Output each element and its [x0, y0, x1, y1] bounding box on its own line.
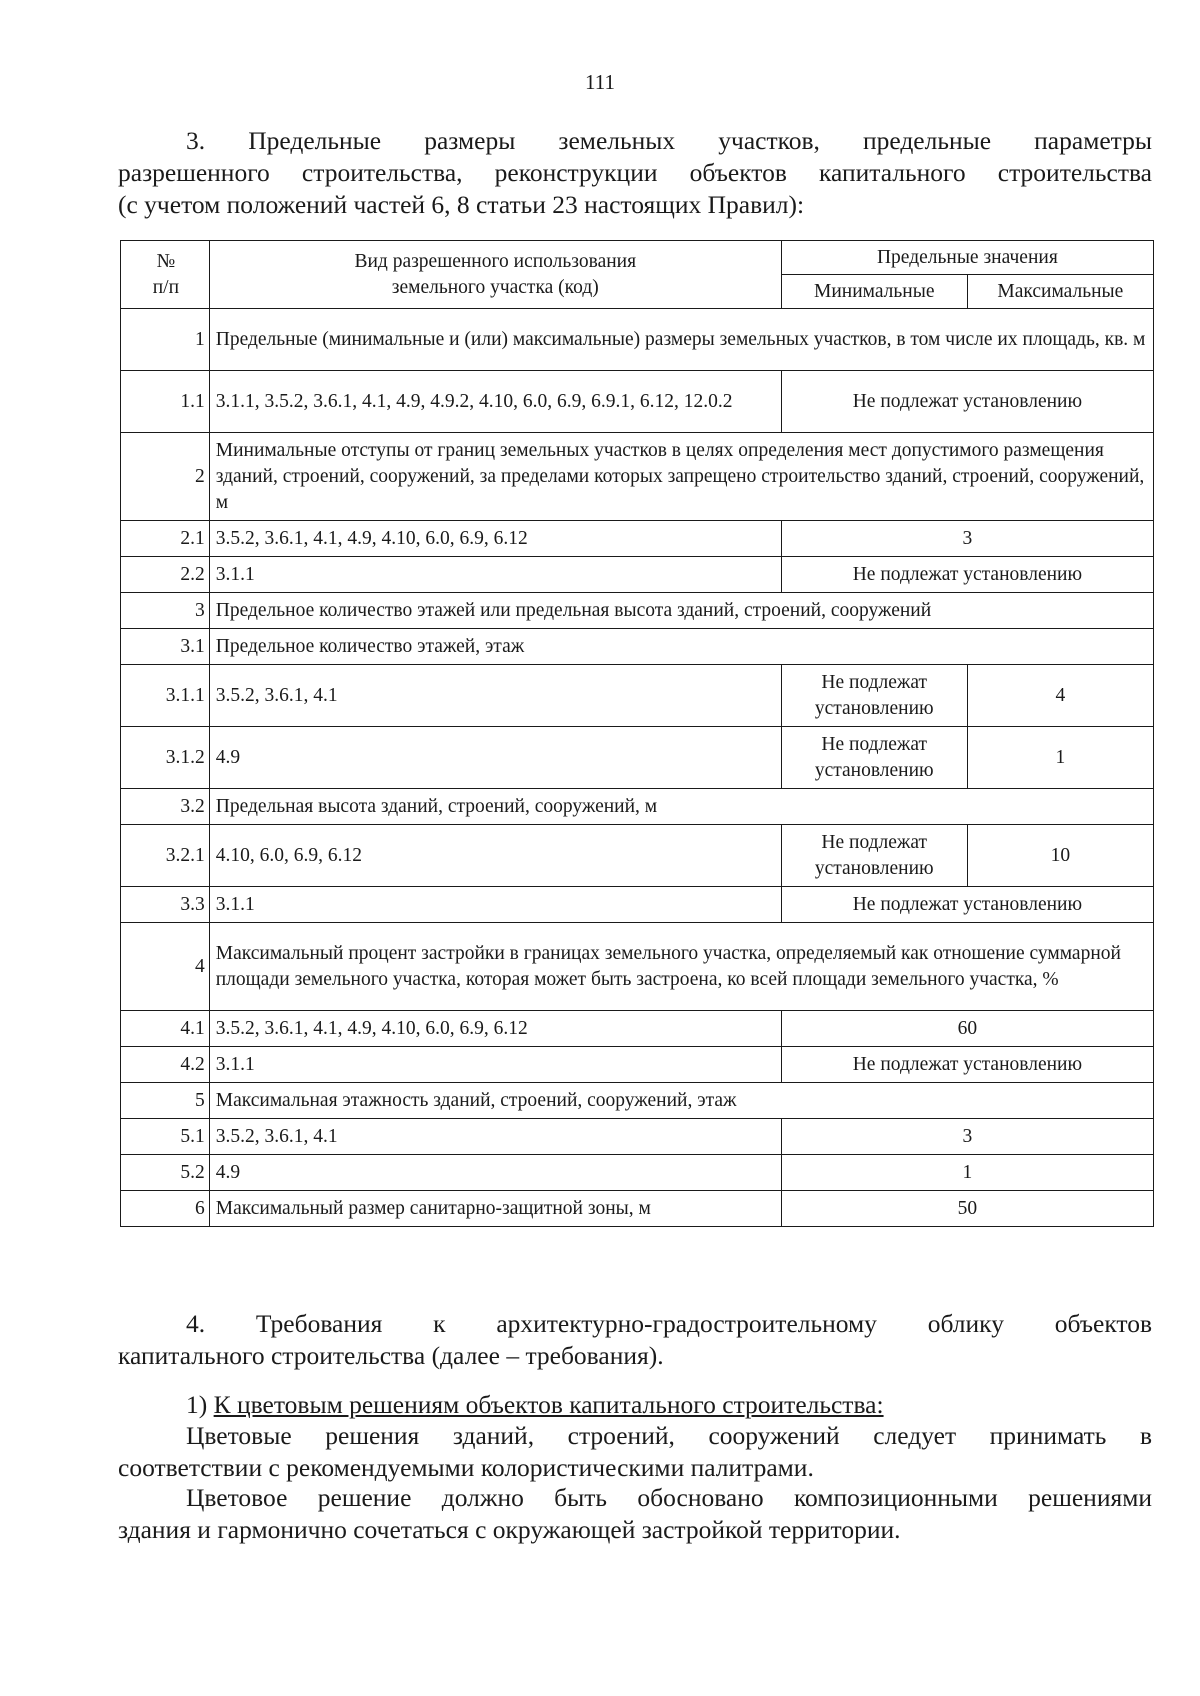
row-value: 60	[781, 1011, 1153, 1047]
table-row	[121, 629, 1154, 665]
row-value: Не подлежат установлению	[781, 371, 1153, 433]
table-row	[121, 1191, 1154, 1227]
row-number: 1.1	[121, 371, 210, 433]
row-number: 2	[121, 433, 210, 521]
row-section-title: Минимальные отступы от границ земельных участков в целях определения мест допустимого размещения зданий, строений, сооружений, за пределами которых запрещено строительство зданий, строений, сооружений, м	[209, 433, 1153, 521]
header-number-line-2: п/п	[152, 276, 180, 298]
row-number: 2.1	[121, 521, 210, 557]
row-min-value: Не подлежат установлению	[781, 665, 967, 727]
row-codes: Максимальный размер санитарно-защитной зоны, м	[209, 1191, 781, 1227]
row-number: 6	[121, 1191, 210, 1227]
row-codes: 3.5.2, 3.6.1, 4.1, 4.9, 4.10, 6.0, 6.9, 6.12	[209, 521, 781, 557]
table-row	[121, 433, 1154, 521]
row-codes: 3.1.1, 3.5.2, 3.6.1, 4.1, 4.9, 4.9.2, 4.10, 6.0, 6.9, 6.9.1, 6.12, 12.0.2	[209, 371, 781, 433]
page-number: 111	[585, 70, 615, 94]
table-row	[121, 1047, 1154, 1083]
table-row	[121, 371, 1154, 433]
color-paragraph-1-line-2: соответствии с рекомендуемыми колористическими палитрами.	[118, 1453, 814, 1482]
table-row	[121, 1155, 1154, 1191]
color-paragraph-2-line-2: здания и гармонично сочетаться с окружающей застройкой территории.	[118, 1515, 901, 1544]
row-value: Не подлежат установлению	[781, 557, 1153, 593]
row-codes: 4.9	[209, 1155, 781, 1191]
table-row	[121, 923, 1154, 1011]
row-section-title: Предельные (минимальные и (или) максимальные) размеры земельных участков, в том числе их площадь, кв. м	[209, 309, 1153, 371]
row-value: Не подлежат установлению	[781, 887, 1153, 923]
row-codes: 4.10, 6.0, 6.9, 6.12	[209, 825, 781, 887]
row-number: 3.3	[121, 887, 210, 923]
row-max-value: 10	[967, 825, 1153, 887]
row-section-title: Предельное количество этажей или предельная высота зданий, строений, сооружений	[209, 593, 1153, 629]
subheading-title: К цветовым решениям объектов капитального строительства:	[213, 1390, 884, 1419]
header-min: Минимальные	[781, 275, 967, 309]
row-number: 3.1.1	[121, 665, 210, 727]
intro-line-1: 3. Предельные размеры земельных участков, предельные параметры	[186, 126, 1152, 155]
intro-line-2: разрешенного строительства, реконструкции объектов капитального строительства	[118, 158, 1152, 187]
requirements-subheading	[186, 1389, 1152, 1421]
header-kind	[209, 241, 781, 309]
row-codes: 3.1.1	[209, 1047, 781, 1083]
subheading-number: 1)	[186, 1390, 208, 1419]
requirements-intro	[118, 1308, 1152, 1372]
row-number: 1	[121, 309, 210, 371]
row-section-title: Максимальная этажность зданий, строений, сооружений, этаж	[209, 1083, 1153, 1119]
row-number: 3.1.2	[121, 727, 210, 789]
row-codes: 3.5.2, 3.6.1, 4.1	[209, 1119, 781, 1155]
intro-line-3: (с учетом положений частей 6, 8 статьи 23 настоящих Правил):	[118, 190, 805, 219]
header-kind-line-1: Вид разрешенного использования	[354, 250, 637, 272]
row-number: 3.2.1	[121, 825, 210, 887]
color-paragraph-2-line-1: Цветовое решение должно быть обосновано композиционными решениями	[186, 1483, 1152, 1512]
color-paragraph-2	[118, 1482, 1152, 1546]
row-codes: 3.5.2, 3.6.1, 4.1	[209, 665, 781, 727]
table-row	[121, 665, 1154, 727]
row-value: Не подлежат установлению	[781, 1047, 1153, 1083]
row-codes: 4.9	[209, 727, 781, 789]
header-limits: Предельные значения	[781, 241, 1153, 275]
header-number-line-1: №	[156, 250, 176, 272]
table-row	[121, 1011, 1154, 1047]
table-row	[121, 887, 1154, 923]
row-max-value: 1	[967, 727, 1153, 789]
row-number: 3	[121, 593, 210, 629]
color-paragraph-1-line-1: Цветовые решения зданий, строений, сооружений следует принимать в	[186, 1421, 1152, 1450]
intro-paragraph	[118, 125, 1152, 221]
row-codes: 3.5.2, 3.6.1, 4.1, 4.9, 4.10, 6.0, 6.9, 6.12	[209, 1011, 781, 1047]
row-number: 2.2	[121, 557, 210, 593]
row-number: 5	[121, 1083, 210, 1119]
row-codes: 3.1.1	[209, 887, 781, 923]
header-number	[121, 241, 210, 309]
color-paragraph-1	[118, 1420, 1152, 1484]
row-number: 4.2	[121, 1047, 210, 1083]
table-row	[121, 1119, 1154, 1155]
row-number: 4	[121, 923, 210, 1011]
row-value: 3	[781, 521, 1153, 557]
requirements-intro-line-1: 4. Требования к архитектурно-градостроительному облику объектов	[186, 1309, 1152, 1338]
table-row	[121, 789, 1154, 825]
table-row	[121, 1083, 1154, 1119]
row-number: 3.2	[121, 789, 210, 825]
table-row	[121, 557, 1154, 593]
row-number: 3.1	[121, 629, 210, 665]
row-number: 5.2	[121, 1155, 210, 1191]
row-value: 3	[781, 1119, 1153, 1155]
row-min-value: Не подлежат установлению	[781, 727, 967, 789]
row-max-value: 4	[967, 665, 1153, 727]
row-value: 50	[781, 1191, 1153, 1227]
header-kind-line-2: земельного участка (код)	[391, 276, 599, 298]
table-row	[121, 309, 1154, 371]
row-number: 5.1	[121, 1119, 210, 1155]
row-section-title: Предельное количество этажей, этаж	[209, 629, 1153, 665]
table-row	[121, 593, 1154, 629]
table-row	[121, 825, 1154, 887]
row-section-title: Максимальный процент застройки в границах земельного участка, определяемый как отношение суммарной площади земельного участка, которая может быть застроена, ко всей площади земельного участка, %	[209, 923, 1153, 1011]
table-row	[121, 727, 1154, 789]
row-min-value: Не подлежат установлению	[781, 825, 967, 887]
table-row	[121, 521, 1154, 557]
row-section-title: Предельная высота зданий, строений, сооружений, м	[209, 789, 1153, 825]
row-value: 1	[781, 1155, 1153, 1191]
header-max: Максимальные	[967, 275, 1153, 309]
row-number: 4.1	[121, 1011, 210, 1047]
requirements-intro-line-2: капитального строительства (далее – требования).	[118, 1341, 664, 1370]
row-codes: 3.1.1	[209, 557, 781, 593]
limits-table	[120, 240, 1154, 1227]
